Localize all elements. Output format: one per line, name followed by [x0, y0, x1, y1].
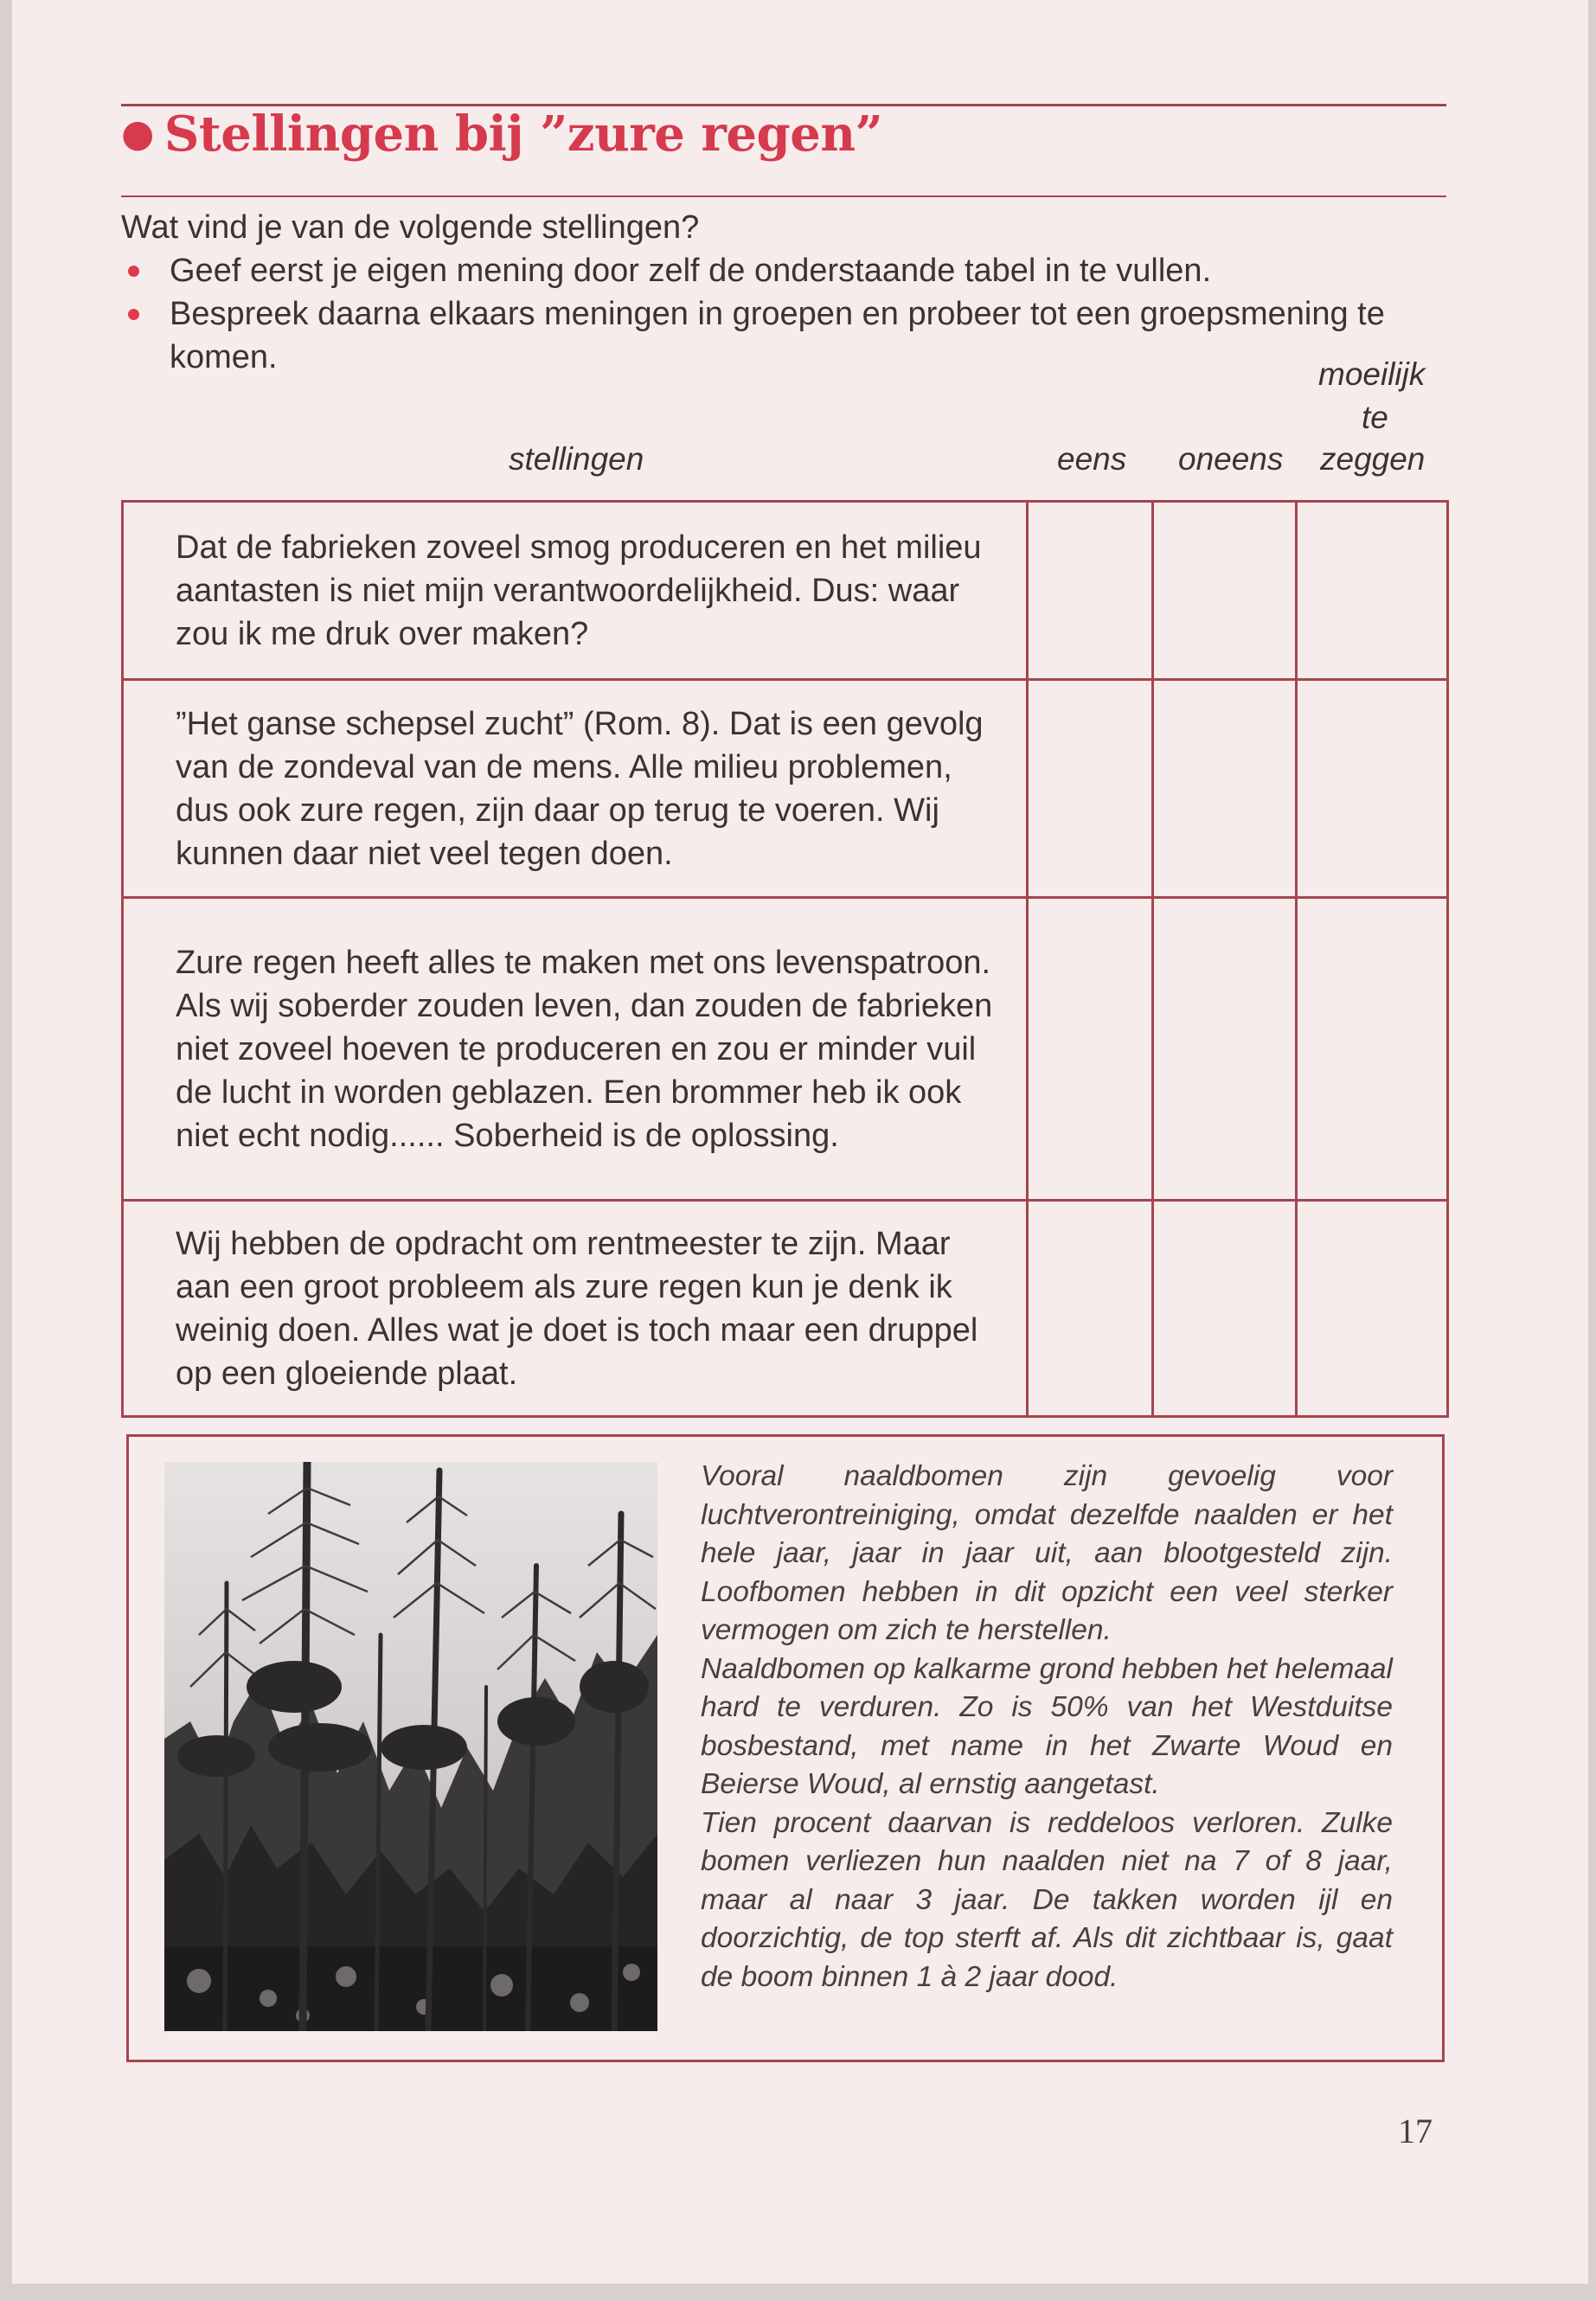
- agree-checkbox[interactable]: [1028, 1201, 1153, 1417]
- hard-to-say-checkbox[interactable]: [1297, 898, 1448, 1201]
- disagree-checkbox[interactable]: [1153, 680, 1297, 898]
- agree-checkbox[interactable]: [1028, 898, 1153, 1201]
- forest-dieback-photo: [164, 1462, 657, 2031]
- column-header-agree: eens: [1057, 441, 1127, 477]
- table-row: [123, 898, 1448, 1201]
- hard-to-say-checkbox[interactable]: [1297, 1201, 1448, 1417]
- caption-paragraph: Tien procent daarvan is reddeloos verloren. Zulke bomen verliezen hun naalden niet na 7 of 8 jaar, maar al naar 3 jaar. De takken worden ijl en doorzichtig, de top sterft af. Als dit zichtbaar is, gaat de boom binnen 1 à 2 jaar dood.: [701, 1806, 1393, 1993]
- hard-to-say-checkbox[interactable]: [1297, 680, 1448, 898]
- bullet-dot-icon: [128, 309, 139, 320]
- statement-text: ”Het ganse schepsel zucht” (Rom. 8). Dat is een gevolg van de zondeval van de mens. Alle milieu problemen, dus ook zure regen, zijn daar op terug te voeren. Wij kunnen daar niet veel tegen doen.: [123, 680, 1028, 898]
- column-header-hard-line1: moeilijk: [1318, 356, 1426, 392]
- hard-to-say-checkbox[interactable]: [1297, 502, 1448, 680]
- agree-checkbox[interactable]: [1028, 680, 1153, 898]
- statements-table: [121, 500, 1449, 1418]
- photo-caption: [701, 1458, 1393, 1997]
- table-row: [123, 502, 1448, 680]
- bullet-dot-icon: [128, 266, 139, 277]
- statement-text: Zure regen heeft alles te maken met ons levenspatroon. Als wij soberder zouden leven, dan zouden de fabrieken niet zoveel hoeven te produceren en zou er minder vuil de lucht in worden geblazen. Een brommer heb ik ook niet echt nodig...... Soberheid is de oplossing.: [123, 898, 1028, 1201]
- agree-checkbox[interactable]: [1028, 502, 1153, 680]
- intro-bullet-text: Geef eerst je eigen mening door zelf de onderstaande tabel in te vullen.: [170, 253, 1212, 289]
- caption-paragraph: Naaldbomen op kalkarme grond hebben het helemaal hard te verduren. Zo is 50% van het Westduitse bosbestand, met name in het Zwarte Woud en Beierse Woud, al ernstig aangetast.: [701, 1652, 1393, 1800]
- statement-text: Dat de fabrieken zoveel smog produceren en het milieu aantasten is niet mijn verantwoordelijkheid. Dus: waar zou ik me druk over maken?: [123, 502, 1028, 680]
- disagree-checkbox[interactable]: [1153, 898, 1297, 1201]
- column-header-statements: stellingen: [509, 441, 644, 477]
- page-title: [121, 106, 882, 163]
- column-header-disagree: oneens: [1178, 441, 1284, 477]
- intro-question: Wat vind je van de volgende stellingen?: [121, 209, 700, 246]
- caption-paragraph: Vooral naaldbomen zijn gevoelig voor luchtverontreiniging, omdat dezelfde naalden er het hele jaar, jaar in jaar uit, aan blootgesteld zijn. Loofbomen hebben in dit opzicht een veel sterker vermogen om zich te herstellen.: [701, 1460, 1393, 1646]
- disagree-checkbox[interactable]: [1153, 502, 1297, 680]
- disagree-checkbox[interactable]: [1153, 1201, 1297, 1417]
- table-row: [123, 1201, 1448, 1417]
- page-number: 17: [1398, 2112, 1433, 2150]
- intro-bullet-text: Bespreek daarna elkaars meningen in groepen en probeer tot een groepsmening te komen.: [170, 296, 1385, 375]
- column-header-hard-line3: zeggen: [1320, 441, 1426, 477]
- statement-text: Wij hebben de opdracht om rentmeester te zijn. Maar aan een groot probleem als zure regen kun je denk ik weinig doen. Alles wat je doet is toch maar een druppel op een gloeiende plaat.: [123, 1201, 1028, 1417]
- table-row: [123, 680, 1448, 898]
- title-bullet-icon: ●: [121, 112, 154, 156]
- title-underline-rule: [121, 195, 1446, 197]
- column-header-hard-line2: te: [1362, 400, 1388, 435]
- page-title-text: Stellingen bij ”zure regen”: [163, 106, 883, 163]
